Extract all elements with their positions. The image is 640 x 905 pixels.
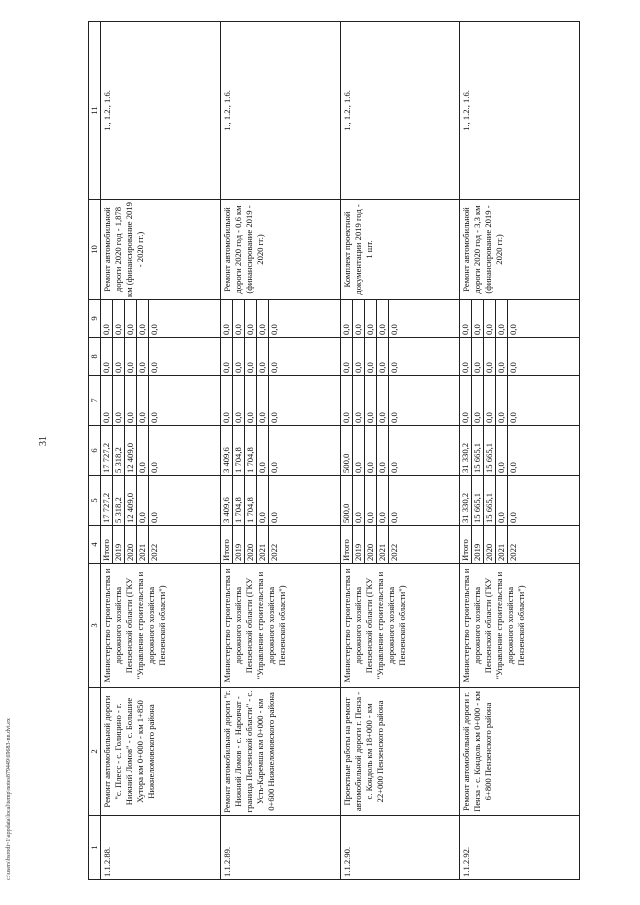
row-c5-value: 1 704,8 [233, 476, 245, 525]
row-c7-value: 0,0 [341, 376, 353, 425]
row-years-value: Итого [101, 526, 113, 563]
row-c5-value: 31 330,2 [460, 476, 472, 525]
row-c8-value: 0,0 [484, 338, 496, 375]
row-c6-value: 0,0 [496, 426, 508, 475]
row-c8-value: 0,0 [353, 338, 365, 375]
page-number: 31 [38, 436, 49, 446]
program-table-rotated [88, 22, 580, 880]
column-header: 9 [89, 300, 101, 338]
row-c5 [101, 476, 221, 526]
row-code: 1.1.2.89. [220, 816, 340, 880]
row-c6-value: 3 409,6 [221, 426, 233, 475]
row-c5-value: 0,0 [496, 476, 508, 525]
row-c5-value: 0,0 [365, 476, 377, 525]
row-c8-value: 0,0 [101, 338, 113, 375]
row-c7-value: 0,0 [113, 376, 125, 425]
row-c9-value: 0,0 [365, 300, 377, 337]
row-c7 [340, 376, 460, 426]
row-c6-value: 0,0 [377, 426, 389, 475]
row-c7-value: 0,0 [377, 376, 389, 425]
row-years-value: 2022 [149, 543, 159, 561]
row-c9 [340, 300, 460, 338]
row-name: Ремонт автомобильной дороги г. Пенза - с. Кондоль км 0+000 - км 6+800 Пензенского района [460, 688, 580, 816]
row-c6-value: 500,0 [341, 426, 353, 475]
row-c6 [101, 426, 221, 476]
row-c6-value: 5 318,2 [113, 426, 125, 475]
row-c7-value: 0,0 [137, 376, 149, 425]
row-link: 1., 1.2., 1.6. [220, 22, 340, 200]
row-c5-value: 12 409,0 [125, 476, 137, 525]
row-c5-value: 0,0 [508, 512, 519, 523]
row-c8-value: 0,0 [508, 362, 519, 373]
row-c8-value: 0,0 [472, 338, 484, 375]
row-c7-value: 0,0 [388, 412, 399, 423]
row-c7-value: 0,0 [472, 376, 484, 425]
row-years-value: 2020 [365, 526, 377, 563]
row-c7-value: 0,0 [508, 412, 519, 423]
row-c7-value: 0,0 [353, 376, 365, 425]
row-c7-value: 0,0 [460, 376, 472, 425]
row-years-value: 2021 [257, 526, 269, 563]
row-c6-value: 1 704,8 [233, 426, 245, 475]
row-c7-value: 0,0 [365, 376, 377, 425]
row-c6-value: 17 727,2 [101, 426, 113, 475]
row-years [340, 526, 460, 564]
row-link: 1., 1.2., 1.6. [101, 22, 221, 200]
row-c9-value: 0,0 [388, 324, 399, 335]
row-link: 1., 1.2., 1.6. [460, 22, 580, 200]
row-c8-value: 0,0 [137, 338, 149, 375]
column-header: 4 [89, 526, 101, 564]
row-name: Ремонт автомобильной дороги "с. Плесс - с. Голицино - г. Нижний Ломов" - с. Большие Хутора км 0+000 - км 1+850 Нижнеломовского района [101, 688, 221, 816]
row-years-value: 2022 [388, 543, 399, 561]
row-c5-value: 500,0 [341, 476, 353, 525]
row-c6-value: 0,0 [268, 462, 279, 473]
row-c5 [340, 476, 460, 526]
row-executor: Министерство строительства и дорожного хозяйства Пензенской области (ГКУ "Управление строительства и дорожного хозяйства Пензенской области") [220, 564, 340, 688]
row-c5-value: 0,0 [149, 512, 159, 523]
row-c5-value: 15 665,1 [484, 476, 496, 525]
row-c6-value: 0,0 [149, 462, 159, 473]
row-c6-value: 0,0 [365, 426, 377, 475]
row-c6-value: 0,0 [353, 426, 365, 475]
row-c6-value: 0,0 [137, 426, 149, 475]
row-c8 [460, 338, 580, 376]
row-c9-value: 0,0 [460, 300, 472, 337]
row-years-value: Итого [341, 526, 353, 563]
column-header: 5 [89, 476, 101, 526]
row-result: Комплект проектной документации 2019 год - 1 шт. [340, 200, 460, 300]
row-c6-value: 0,0 [388, 462, 399, 473]
row-c8-value: 0,0 [268, 362, 279, 373]
row-c8-value: 0,0 [496, 338, 508, 375]
table-row [220, 22, 340, 880]
row-c5-value: 5 318,2 [113, 476, 125, 525]
row-c5 [220, 476, 340, 526]
row-years-value: Итого [460, 526, 472, 563]
row-c5-value: 1 704,8 [245, 476, 257, 525]
row-c6-value: 12 409,0 [125, 426, 137, 475]
row-executor: Министерство строительства и дорожного хозяйства Пензенской области (ГКУ "Управление строительства и дорожного хозяйства Пензенской области") [460, 564, 580, 688]
column-header: 3 [89, 564, 101, 688]
row-c8-value: 0,0 [341, 338, 353, 375]
row-c8 [101, 338, 221, 376]
row-c9 [220, 300, 340, 338]
row-c8-value: 0,0 [388, 362, 399, 373]
row-name: Проектные работы на ремонт автомобильной дороги г. Пенза - с. Кондоль км 18+000 - км 22+000 Пензенского района [340, 688, 460, 816]
row-c7-value: 0,0 [496, 376, 508, 425]
row-c8-value: 0,0 [365, 338, 377, 375]
row-c7 [460, 376, 580, 426]
row-c9-value: 0,0 [484, 300, 496, 337]
row-c5-value: 0,0 [353, 476, 365, 525]
row-c9-value: 0,0 [268, 324, 279, 335]
row-years [460, 526, 580, 564]
row-c8-value: 0,0 [233, 338, 245, 375]
row-c8-value: 0,0 [245, 338, 257, 375]
row-c8-value: 0,0 [125, 338, 137, 375]
column-header: 11 [89, 22, 101, 200]
row-c9-value: 0,0 [113, 300, 125, 337]
row-years-value: 2020 [125, 526, 137, 563]
table-row [340, 22, 460, 880]
row-c9-value: 0,0 [149, 324, 159, 335]
row-c8-value: 0,0 [257, 338, 269, 375]
row-c5-value: 0,0 [137, 476, 149, 525]
row-c6 [220, 426, 340, 476]
column-header: 1 [89, 816, 101, 880]
row-c9-value: 0,0 [221, 300, 233, 337]
header-row [89, 22, 101, 880]
row-years-value: 2019 [113, 526, 125, 563]
row-c7-value: 0,0 [149, 412, 159, 423]
row-executor: Министерство строительства и дорожного хозяйства Пензенской области (ГКУ "Управление строительства и дорожного хозяйства Пензенской области") [340, 564, 460, 688]
column-header: 8 [89, 338, 101, 376]
row-c5-value: 0,0 [268, 512, 279, 523]
row-years [101, 526, 221, 564]
row-c5 [460, 476, 580, 526]
row-c7 [101, 376, 221, 426]
row-years-value: 2022 [268, 543, 279, 561]
row-c7-value: 0,0 [484, 376, 496, 425]
row-code: 1.1.2.88. [101, 816, 221, 880]
row-years-value: Итого [221, 526, 233, 563]
row-c9-value: 0,0 [377, 300, 389, 337]
row-c6 [460, 426, 580, 476]
row-years-value: 2020 [484, 526, 496, 563]
row-name: Ремонт автомобильной дороги "г. Нижний Ломов - с. Наровчат - граница Пензенской области" - с. Усть-Каремша км 0+000 - км 0+600 Нижнеломовского района [220, 688, 340, 816]
row-c9-value: 0,0 [472, 300, 484, 337]
row-c7-value: 0,0 [101, 376, 113, 425]
row-c5-value: 0,0 [377, 476, 389, 525]
row-code: 1.1.2.90. [340, 816, 460, 880]
row-link: 1., 1.2., 1.6. [340, 22, 460, 200]
row-c9-value: 0,0 [496, 300, 508, 337]
row-years-value: 2022 [508, 543, 519, 561]
row-c9-value: 0,0 [508, 324, 519, 335]
row-result: Ремонт автомобильной дороги 2020 год - 0,6 км (финансирование 2019 - 2020 гг.) [220, 200, 340, 300]
row-result: Ремонт автомобильной дороги 2020 год - 1,878 км (финансирование 2019 - 2020 гг.) [101, 200, 221, 300]
footer-file-path: c:\users\bsrodi~1\appdata\local\temp\notes879449\69683-nn.dvi.ex [6, 718, 12, 880]
row-c9-value: 0,0 [125, 300, 137, 337]
row-c9 [460, 300, 580, 338]
row-years-value: 2020 [245, 526, 257, 563]
row-code: 1.1.2.92. [460, 816, 580, 880]
row-c5-value: 17 727,2 [101, 476, 113, 525]
row-c7-value: 0,0 [268, 412, 279, 423]
row-c6-value: 1 704,8 [245, 426, 257, 475]
row-c8-value: 0,0 [113, 338, 125, 375]
row-c8-value: 0,0 [460, 338, 472, 375]
row-c6-value: 31 330,2 [460, 426, 472, 475]
row-c6-value: 0,0 [257, 426, 269, 475]
row-c9-value: 0,0 [341, 300, 353, 337]
row-years-value: 2021 [137, 526, 149, 563]
row-c6-value: 15 665,1 [472, 426, 484, 475]
row-years-value: 2019 [353, 526, 365, 563]
row-c8-value: 0,0 [221, 338, 233, 375]
row-c5-value: 0,0 [257, 476, 269, 525]
row-c9-value: 0,0 [101, 300, 113, 337]
program-table [88, 21, 580, 880]
row-c9-value: 0,0 [245, 300, 257, 337]
row-years-value: 2019 [472, 526, 484, 563]
row-c8 [220, 338, 340, 376]
row-c5-value: 0,0 [388, 512, 399, 523]
column-header: 2 [89, 688, 101, 816]
row-c7 [220, 376, 340, 426]
row-years-value: 2021 [496, 526, 508, 563]
row-c5-value: 3 409,6 [221, 476, 233, 525]
row-c7-value: 0,0 [245, 376, 257, 425]
row-c9-value: 0,0 [137, 300, 149, 337]
column-header: 6 [89, 426, 101, 476]
row-c9 [101, 300, 221, 338]
row-years-value: 2021 [377, 526, 389, 563]
row-c6-value: 0,0 [508, 462, 519, 473]
row-c8-value: 0,0 [149, 362, 159, 373]
row-c7-value: 0,0 [125, 376, 137, 425]
row-c9-value: 0,0 [233, 300, 245, 337]
table-row [460, 22, 580, 880]
row-years [220, 526, 340, 564]
row-c5-value: 15 665,1 [472, 476, 484, 525]
row-c6-value: 15 665,1 [484, 426, 496, 475]
row-c8-value: 0,0 [377, 338, 389, 375]
column-header: 10 [89, 200, 101, 300]
row-c7-value: 0,0 [233, 376, 245, 425]
row-years-value: 2019 [233, 526, 245, 563]
row-c9-value: 0,0 [353, 300, 365, 337]
row-c9-value: 0,0 [257, 300, 269, 337]
row-c7-value: 0,0 [221, 376, 233, 425]
table-row [101, 22, 221, 880]
column-header: 7 [89, 376, 101, 426]
row-executor: Министерство строительства и дорожного хозяйства Пензенской области (ГКУ "Управление строительства и дорожного хозяйства Пензенской области") [101, 564, 221, 688]
row-result: Ремонт автомобильной дороги 2020 год - 3,3 км (финансирование 2019 - 2020 гг.) [460, 200, 580, 300]
row-c8 [340, 338, 460, 376]
row-c7-value: 0,0 [257, 376, 269, 425]
row-c6 [340, 426, 460, 476]
